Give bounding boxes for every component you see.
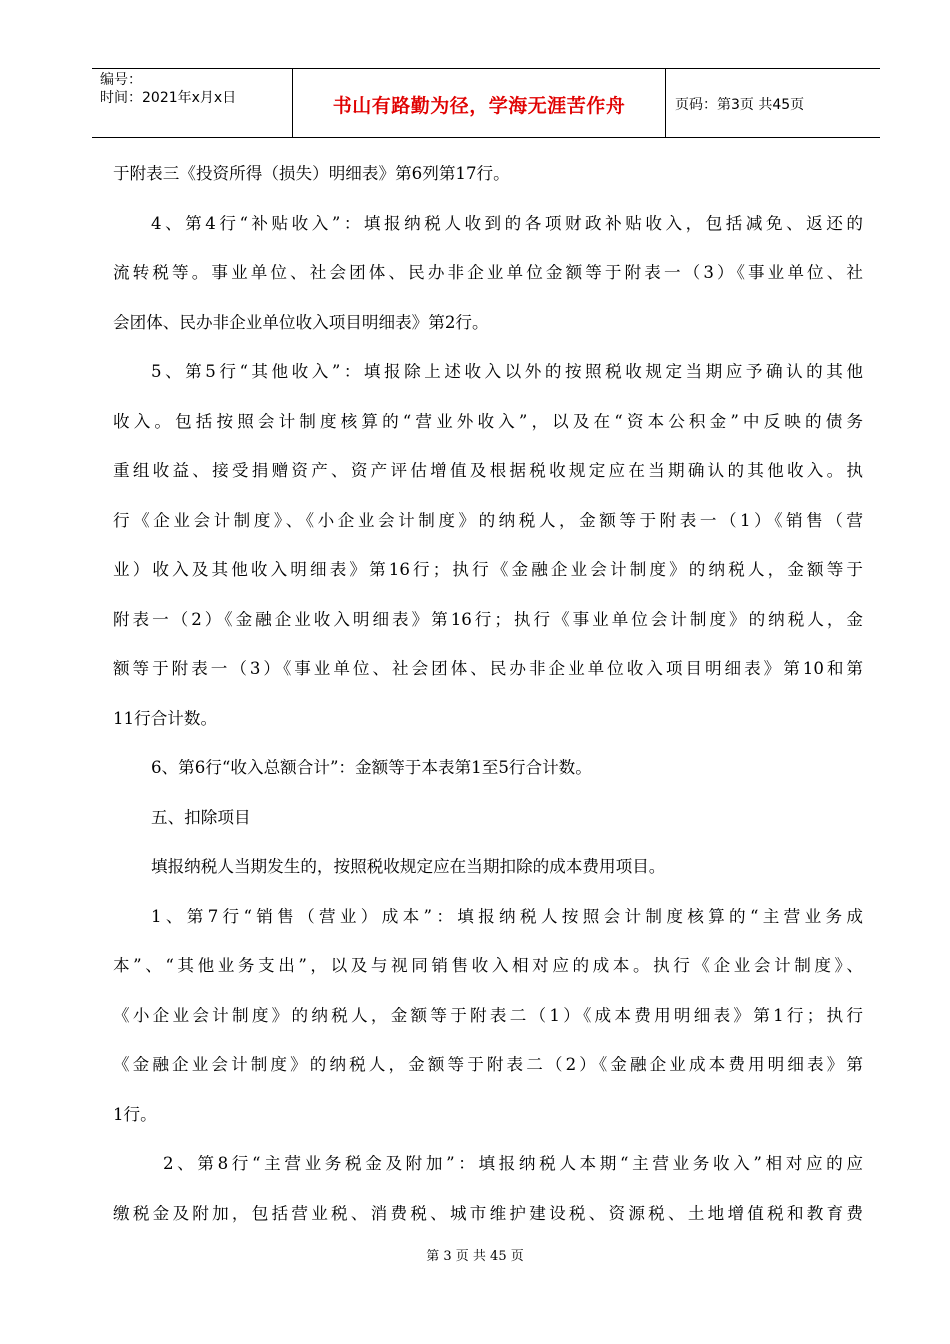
text-line: 会团体、民办非企业单位收入项目明细表》第2行。 [113, 312, 489, 332]
text-line: 于附表三《投资所得（损失）明细表》第6列第17行。 [113, 164, 510, 183]
header-page-cell [665, 69, 880, 137]
text-line: 2、第8行“主营业务税金及附加”：填报纳税人本期“主营业务收入”相对应的应 [163, 1154, 863, 1173]
page-header [92, 68, 880, 138]
text-line: 收入。包括按照会计制度核算的“营业外收入”，以及在“资本公积金”中反映的债务 [113, 411, 863, 431]
text-line: 额等于附表一（3）《事业单位、社会团体、民办非企业单位收入项目明细表》第10和第 [113, 659, 863, 678]
text-line: 11行合计数。 [113, 708, 218, 728]
text-line: 1行。 [113, 1104, 157, 1124]
header-info-cell [92, 69, 292, 137]
text-line: 重组收益、接受捐赠资产、资产评估增值及根据税收规定应在当期确认的其他收入。执 [113, 461, 863, 480]
text-line: 5、第5行“其他收入”：填报除上述收入以外的按照税收规定当期应予确认的其他 [151, 362, 863, 381]
text-line: 《小企业会计制度》的纳税人，金额等于附表二（1）《成本费用明细表》第1行；执行 [113, 1005, 863, 1025]
section-heading: 五、扣除项目 [151, 807, 251, 827]
text-line: 本”、“其他业务支出”，以及与视同销售收入相对应的成本。执行《企业会计制度》、 [113, 956, 863, 975]
page-footer: 第 3 页 共 45 页 [426, 1249, 524, 1264]
header-page-code: 页码：第3页 共45页 [675, 97, 805, 113]
text-line: 4、第4行“补贴收入”：填报纳税人收到的各项财政补贴收入，包括减免、返还的 [151, 213, 863, 233]
header-motto: 书山有路勤为径，学海无涯苦作舟 [332, 95, 626, 117]
document-number-label: 编号： [100, 72, 142, 88]
text-line: 填报纳税人当期发生的，按照税收规定应在当期扣除的成本费用项目。 [151, 857, 666, 876]
document-time-label: 时间：2021年x月x日 [100, 90, 237, 106]
text-line: 流转税等。事业单位、社会团体、民办非企业单位金额等于附表一（3）《事业单位、社 [113, 263, 863, 282]
text-line: 行《企业会计制度》、《小企业会计制度》的纳税人，金额等于附表一（1）《销售（营 [113, 510, 863, 530]
text-line: 附表一（2）《金融企业收入明细表》第16行；执行《事业单位会计制度》的纳税人，金 [113, 609, 863, 629]
header-motto-cell [292, 69, 666, 137]
text-line: 业）收入及其他收入明细表》第16行；执行《金融企业会计制度》的纳税人，金额等于 [113, 560, 863, 579]
text-line: 《金融企业会计制度》的纳税人，金额等于附表二（2）《金融企业成本费用明细表》第 [113, 1055, 863, 1074]
text-line: 1、第7行“销售（营业）成本”：填报纳税人按照会计制度核算的“主营业务成 [151, 906, 863, 926]
text-line: 6、第6行“收入总额合计”：金额等于本表第1至5行合计数。 [151, 758, 592, 777]
text-line: 缴税金及附加，包括营业税、消费税、城市维护建设税、资源税、土地增值税和教育费 [113, 1203, 863, 1223]
